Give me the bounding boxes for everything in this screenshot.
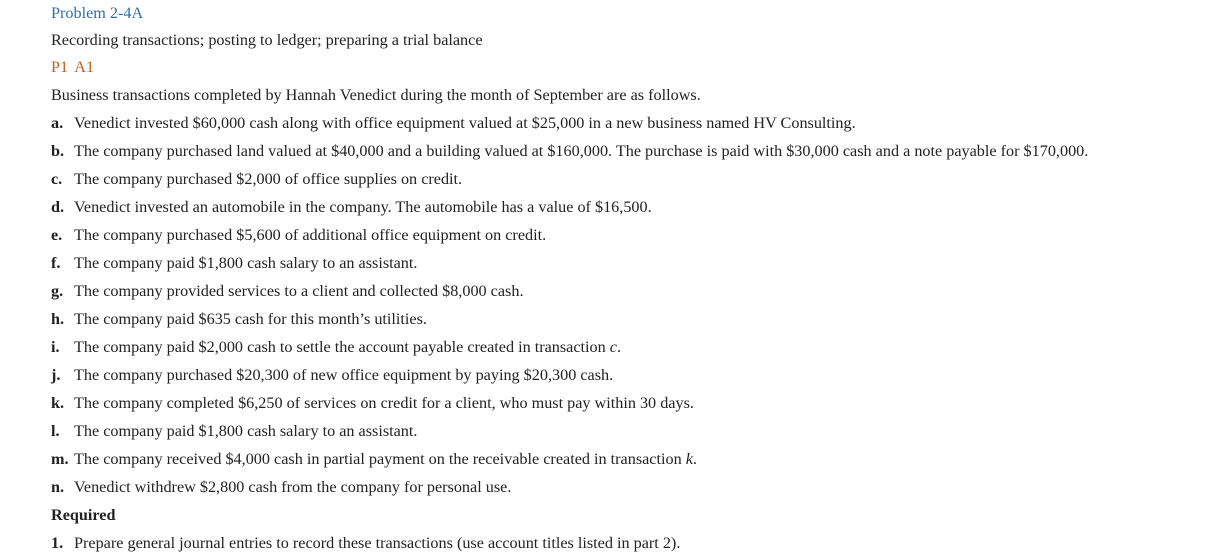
requirement-text: Prepare general journal entries to record these transactions (use account titles listed in part 2). [74,534,681,552]
transaction-text: The company purchased land valued at $40,000 and a building valued at $160,000. The purchase is paid with $30,000 cash and a note payable for $170,000. [74,142,1089,160]
transaction-letter: f. [51,254,61,272]
transaction-reference: k [685,450,693,468]
requirement-item [51,533,680,553]
transaction-reference: c [609,338,617,356]
transaction-text: The company provided services to a client and collected $8,000 cash. [74,282,524,300]
transaction-end: . [692,450,697,468]
transaction-item [51,169,462,189]
transaction-item [51,225,546,245]
transaction-letter: d. [51,198,65,216]
transaction-text: The company purchased $5,600 of additional office equipment on credit. [74,226,547,244]
transaction-letter: g. [51,282,64,300]
transaction-text: Venedict withdrew $2,800 cash from the company for personal use. [74,478,512,496]
problem-title: Problem 2-4A [51,4,144,22]
required-heading: Required [51,506,116,524]
transaction-letter: e. [51,226,63,244]
transaction-item [51,421,417,441]
transaction-item [51,197,652,217]
transaction-letter: l. [51,422,60,440]
transaction-letter: b. [51,142,65,160]
transaction-item [51,141,1088,161]
transaction-letter: n. [51,478,65,496]
transaction-item [51,309,427,329]
transaction-text: The company paid $635 cash for this month’s utilities. [74,310,427,328]
transaction-item [51,337,621,357]
transaction-text: Venedict invested $60,000 cash along with office equipment valued at $25,000 in a new business named HV Consulting. [74,114,856,132]
transaction-letter: a. [51,114,64,132]
transaction-text: The company received $4,000 cash in partial payment on the receivable created in transaction [74,450,686,468]
transaction-letter: i. [51,338,60,356]
transaction-item [51,449,697,469]
transaction-letter: m. [51,450,69,468]
transaction-item [51,477,511,497]
transaction-text: The company paid $1,800 cash salary to an assistant. [74,254,418,272]
transaction-text: The company completed $6,250 of services on credit for a client, who must pay within 30 days. [74,394,694,412]
transaction-item [51,253,417,273]
transaction-letter: j. [51,366,61,384]
transaction-text: The company purchased $2,000 of office supplies on credit. [74,170,463,188]
transaction-text: Venedict invested an automobile in the company. The automobile has a value of $16,500. [74,198,652,216]
intro-text: Business transactions completed by Hannah Venedict during the month of September are as follows. [51,86,701,104]
transaction-letter: c. [51,170,63,188]
transaction-item [51,393,694,413]
transaction-end: . [616,338,622,356]
transaction-item [51,281,524,301]
transaction-letter: k. [51,394,65,412]
transaction-text: The company purchased $20,300 of new office equipment by paying $20,300 cash. [74,366,614,384]
learning-objective-codes: P1 A1 [51,58,95,76]
requirement-number: 1. [51,534,64,552]
problem-subtitle: Recording transactions; posting to ledger; preparing a trial balance [51,31,483,49]
transaction-item [51,113,856,133]
transaction-letter: h. [51,310,65,328]
transaction-text: The company paid $2,000 cash to settle the account payable created in transaction [74,338,610,356]
transaction-item [51,365,613,385]
transaction-text: The company paid $1,800 cash salary to an assistant. [74,422,418,440]
